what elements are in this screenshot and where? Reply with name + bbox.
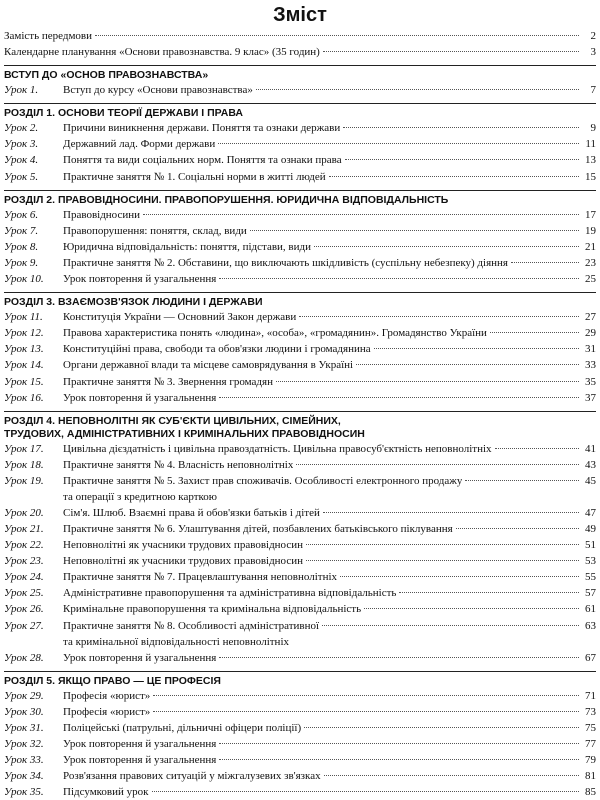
page-number: 43 (585, 458, 596, 471)
toc-entry[interactable] (4, 650, 596, 666)
table-of-contents (4, 28, 596, 800)
page-number: 41 (585, 442, 596, 455)
entry-title: Органи державної влади та місцеве самоврядування в Україні (63, 359, 354, 372)
page-number: 51 (585, 539, 596, 552)
page-number: 27 (585, 311, 596, 324)
lesson-label: Урок 16. (4, 391, 44, 404)
toc-entry[interactable] (4, 704, 596, 720)
lesson-label: Урок 29. (4, 689, 44, 702)
dot-leader (495, 448, 579, 449)
dot-leader (323, 51, 579, 52)
toc-entry[interactable] (4, 255, 596, 271)
toc-entry[interactable] (4, 309, 596, 325)
entry-title: Сім'я. Шлюб. Взаємні права й обов'язки батьків і дітей (63, 506, 320, 519)
page-number: 25 (585, 273, 596, 286)
dot-leader (324, 775, 579, 776)
toc-entry[interactable] (4, 569, 596, 585)
page-title: Зміст (273, 4, 327, 26)
lesson-label: Урок 35. (4, 786, 44, 799)
dot-leader (299, 316, 579, 317)
entry-title: Практичне заняття № 4. Власність неповнолітніх (63, 458, 294, 471)
entry-title: Урок повторення й узагальнення (63, 273, 217, 286)
page-number: 17 (585, 208, 596, 221)
lesson-label: Урок 31. (4, 721, 44, 734)
section-heading-line: РОЗДІЛ 1. ОСНОВИ ТЕОРІЇ ДЕРЖАВИ І ПРАВА (4, 107, 243, 120)
lesson-label: Урок 4. (4, 154, 39, 167)
toc-entry[interactable] (4, 136, 596, 152)
section-heading-line: ВСТУП ДО «ОСНОВ ПРАВОЗНАВСТВА» (4, 69, 209, 82)
toc-entry[interactable] (4, 736, 596, 752)
dot-leader (322, 625, 579, 626)
entry-title: Правовідносини (63, 208, 140, 221)
lesson-label: Урок 9. (4, 256, 39, 269)
lesson-label: Урок 12. (4, 327, 44, 340)
lesson-label: Урок 27. (4, 619, 44, 632)
section-heading (4, 65, 596, 82)
lesson-label: Урок 18. (4, 458, 44, 471)
dot-leader (143, 214, 579, 215)
page-number: 53 (585, 555, 596, 568)
entry-title: Конституція України — Основний Закон держави (63, 311, 297, 324)
page-number: 75 (585, 721, 596, 734)
toc-entry[interactable] (4, 374, 596, 390)
page-number: 9 (590, 122, 596, 135)
toc-entry[interactable] (4, 82, 596, 98)
page-number: 71 (585, 689, 596, 702)
page-number: 7 (590, 84, 596, 97)
page-number: 23 (585, 256, 596, 269)
toc-entry[interactable] (4, 271, 596, 287)
entry-title: Цивільна дієздатність і цивільна правоздатність. Цивільна правосуб'єктність неповнолітніх (63, 442, 492, 455)
lesson-label: Урок 34. (4, 770, 44, 783)
page-number: 67 (585, 651, 596, 664)
dot-leader (456, 528, 579, 529)
dot-leader (304, 727, 579, 728)
section-heading-line: РОЗДІЛ 3. ВЗАЄМОЗВ'ЯЗОК ЛЮДИНИ І ДЕРЖАВИ (4, 296, 263, 309)
page-number: 63 (585, 619, 596, 632)
toc-entry[interactable] (4, 28, 596, 44)
page-number: 85 (585, 786, 596, 799)
dot-leader (152, 791, 580, 792)
dot-leader (399, 592, 579, 593)
dot-leader (219, 743, 579, 744)
lesson-label: Урок 23. (4, 555, 44, 568)
entry-title: Професія «юрист» (63, 689, 151, 702)
section-heading (4, 411, 596, 441)
toc-entry[interactable] (4, 784, 596, 800)
lesson-label: Урок 17. (4, 442, 44, 455)
toc-entry[interactable] (4, 152, 596, 168)
lesson-label: Урок 1. (4, 84, 39, 97)
dot-leader (314, 246, 579, 247)
page-number: 81 (585, 770, 596, 783)
lesson-label: Урок 3. (4, 138, 39, 151)
entry-title: Юридична відповідальність: поняття, підстави, види (63, 240, 311, 253)
section-heading-line: ТРУДОВИХ, АДМІНІСТРАТИВНИХ І КРИМІНАЛЬНИХ ПРАВОВІДНОСИН (4, 427, 365, 440)
dot-leader (490, 332, 579, 333)
page-number: 29 (585, 327, 596, 340)
toc-entry[interactable] (4, 585, 596, 601)
page-number: 73 (585, 705, 596, 718)
section-heading (4, 671, 596, 688)
lesson-label: Урок 14. (4, 359, 44, 372)
entry-title: Вступ до курсу «Основи правознавства» (63, 84, 253, 97)
dot-leader (219, 657, 579, 658)
lesson-label: Урок 25. (4, 587, 44, 600)
toc-entry[interactable] (4, 223, 596, 239)
toc-entry[interactable] (4, 169, 596, 185)
dot-leader (343, 127, 579, 128)
toc-entry[interactable] (4, 341, 596, 357)
entry-title: Державний лад. Форми держави (63, 138, 216, 151)
toc-entry[interactable] (4, 239, 596, 255)
toc-entry[interactable] (4, 768, 596, 784)
entry-title: Професія «юрист» (63, 705, 151, 718)
page-number: 21 (585, 240, 596, 253)
toc-entry[interactable] (4, 618, 596, 650)
section-heading (4, 103, 596, 120)
entry-title: Практичне заняття № 1. Соціальні норми в житті людей (63, 170, 326, 183)
toc-entry[interactable] (4, 752, 596, 768)
toc-entry[interactable] (4, 601, 596, 617)
dot-leader (323, 512, 579, 513)
dot-leader (153, 695, 579, 696)
toc-entry[interactable] (4, 720, 596, 736)
dot-leader (256, 89, 579, 90)
dot-leader (306, 544, 579, 545)
page-number: 11 (585, 138, 596, 151)
section-heading-line: РОЗДІЛ 2. ПРАВОВІДНОСИНИ. ПРАВОПОРУШЕННЯ. ЮРИДИЧНА ВІДПОВІДАЛЬНІСТЬ (4, 193, 449, 206)
lesson-label: Урок 7. (4, 224, 39, 237)
lesson-label: Урок 24. (4, 571, 44, 584)
page-number: 45 (585, 474, 596, 487)
entry-title: Замість передмови (4, 30, 93, 42)
lesson-label: Урок 19. (4, 474, 44, 487)
page-number: 31 (585, 343, 596, 356)
entry-title: Правопорушення: поняття, склад, види (63, 224, 247, 237)
dot-leader (356, 364, 579, 365)
dot-leader (374, 348, 579, 349)
entry-title: Урок повторення й узагальнення (63, 754, 217, 766)
entry-title: Практичне заняття № 5. Захист прав споживачів. Особливості електронного продажу та операції з кредитною карткою (63, 474, 463, 503)
section-heading (4, 190, 596, 207)
entry-title: Поняття та види соціальних норм. Поняття та ознаки права (63, 154, 342, 167)
entry-title: Неповнолітні як учасники трудових правовідносин (63, 555, 303, 568)
page-number: 3 (590, 46, 596, 59)
entry-title: Урок повторення й узагальнення (63, 737, 217, 750)
toc-entry[interactable] (4, 521, 596, 537)
entry-title: Неповнолітні як учасники трудових правовідносин (63, 539, 303, 552)
dot-leader (95, 35, 579, 36)
entry-title: Практичне заняття № 7. Працевлаштування неповнолітніх (63, 571, 338, 584)
toc-entry[interactable] (4, 390, 596, 406)
section-heading-line: РОЗДІЛ 4. НЕПОВНОЛІТНІ ЯК СУБ'ЄКТИ ЦИВІЛЬНИХ, СІМЕЙНИХ, (4, 414, 341, 427)
page-number: 2 (590, 30, 596, 42)
dot-leader (345, 159, 579, 160)
entry-title: Поліцейські (патрульні, дільничні офіцери поліції) (63, 721, 302, 734)
toc-entry[interactable] (4, 553, 596, 569)
toc-entry[interactable] (4, 325, 596, 341)
lesson-label: Урок 22. (4, 539, 44, 552)
dot-leader (364, 608, 579, 609)
entry-title: Практичне заняття № 6. Улаштування дітей, позбавлених батьківського піклування (63, 522, 453, 535)
page-number: 47 (585, 506, 596, 519)
entry-title: Практичне заняття № 2. Обставини, що виключають шкідливість (суспільну небезпеку) діяння (63, 256, 508, 269)
entry-title: Календарне планування «Основи правознавства. 9 клас» (35 годин) (4, 46, 320, 59)
dot-leader (329, 176, 579, 177)
toc-entry[interactable] (4, 357, 596, 373)
entry-title: Правова характеристика понять «людина», «особа», «громадянин». Громадянство України (63, 327, 487, 340)
entry-title: Розв'язання правових ситуацій у міжгалузевих зв'язках (63, 770, 321, 783)
toc-entry[interactable] (4, 44, 596, 60)
lesson-label: Урок 30. (4, 705, 44, 718)
page-number: 77 (585, 737, 596, 750)
entry-title: Практичне заняття № 3. Звернення громадян (63, 375, 273, 388)
page-number: 35 (585, 375, 596, 388)
lesson-label: Урок 33. (4, 754, 44, 766)
dot-leader (219, 397, 579, 398)
entry-title: Причини виникнення держави. Поняття та ознаки держави (63, 122, 341, 135)
dot-leader (276, 381, 579, 382)
lesson-label: Урок 6. (4, 208, 39, 221)
page-number: 55 (585, 571, 596, 584)
page-number: 61 (585, 603, 596, 616)
dot-leader (340, 576, 579, 577)
lesson-label: Урок 2. (4, 122, 39, 135)
dot-leader (511, 262, 579, 263)
section-heading-line: РОЗДІЛ 5. ЯКЩО ПРАВО — ЦЕ ПРОФЕСІЯ (4, 674, 221, 687)
page-number: 13 (585, 154, 596, 167)
lesson-label: Урок 26. (4, 603, 44, 616)
lesson-label: Урок 10. (4, 273, 44, 286)
entry-title: Конституційні права, свободи та обов'язки людини і громадянина (63, 343, 371, 356)
toc-entry[interactable] (4, 505, 596, 521)
lesson-label: Урок 13. (4, 343, 44, 356)
page-number: 57 (585, 587, 596, 600)
dot-leader (153, 711, 579, 712)
lesson-label: Урок 21. (4, 522, 44, 535)
entry-title: Урок повторення й узагальнення (63, 651, 217, 664)
entry-title: Урок повторення й узагальнення (63, 391, 217, 404)
lesson-label: Урок 20. (4, 506, 44, 519)
entry-title: Підсумковий урок (63, 786, 149, 799)
dot-leader (306, 560, 579, 561)
toc-entry[interactable] (4, 473, 596, 505)
lesson-label: Урок 32. (4, 737, 44, 750)
page-number: 37 (585, 391, 596, 404)
toc-entry[interactable] (4, 457, 596, 473)
dot-leader (218, 143, 579, 144)
section-heading (4, 292, 596, 309)
dot-leader (465, 480, 579, 481)
toc-entry[interactable] (4, 207, 596, 223)
toc-entry[interactable] (4, 120, 596, 136)
dot-leader (219, 278, 579, 279)
page-number: 15 (585, 170, 596, 183)
dot-leader (219, 759, 579, 760)
page-number: 79 (585, 754, 596, 766)
lesson-label: Урок 5. (4, 170, 39, 183)
entry-title: Практичне заняття № 8. Особливості адміністративної та кримінальної відповідальності неповнолітніх (63, 619, 320, 648)
entry-title: Адміністративне правопорушення та адміністративна відповідальність (63, 587, 397, 600)
dot-leader (250, 230, 579, 231)
toc-entry[interactable] (4, 441, 596, 457)
page-number: 49 (585, 522, 596, 535)
page-number: 19 (585, 224, 596, 237)
toc-entry[interactable] (4, 688, 596, 704)
lesson-label: Урок 28. (4, 651, 44, 664)
lesson-label: Урок 11. (4, 311, 43, 324)
entry-title: Кримінальне правопорушення та кримінальна відповідальність (63, 603, 362, 616)
lesson-label: Урок 8. (4, 240, 39, 253)
dot-leader (296, 464, 579, 465)
toc-entry[interactable] (4, 537, 596, 553)
page-number: 33 (585, 359, 596, 372)
lesson-label: Урок 15. (4, 375, 44, 388)
